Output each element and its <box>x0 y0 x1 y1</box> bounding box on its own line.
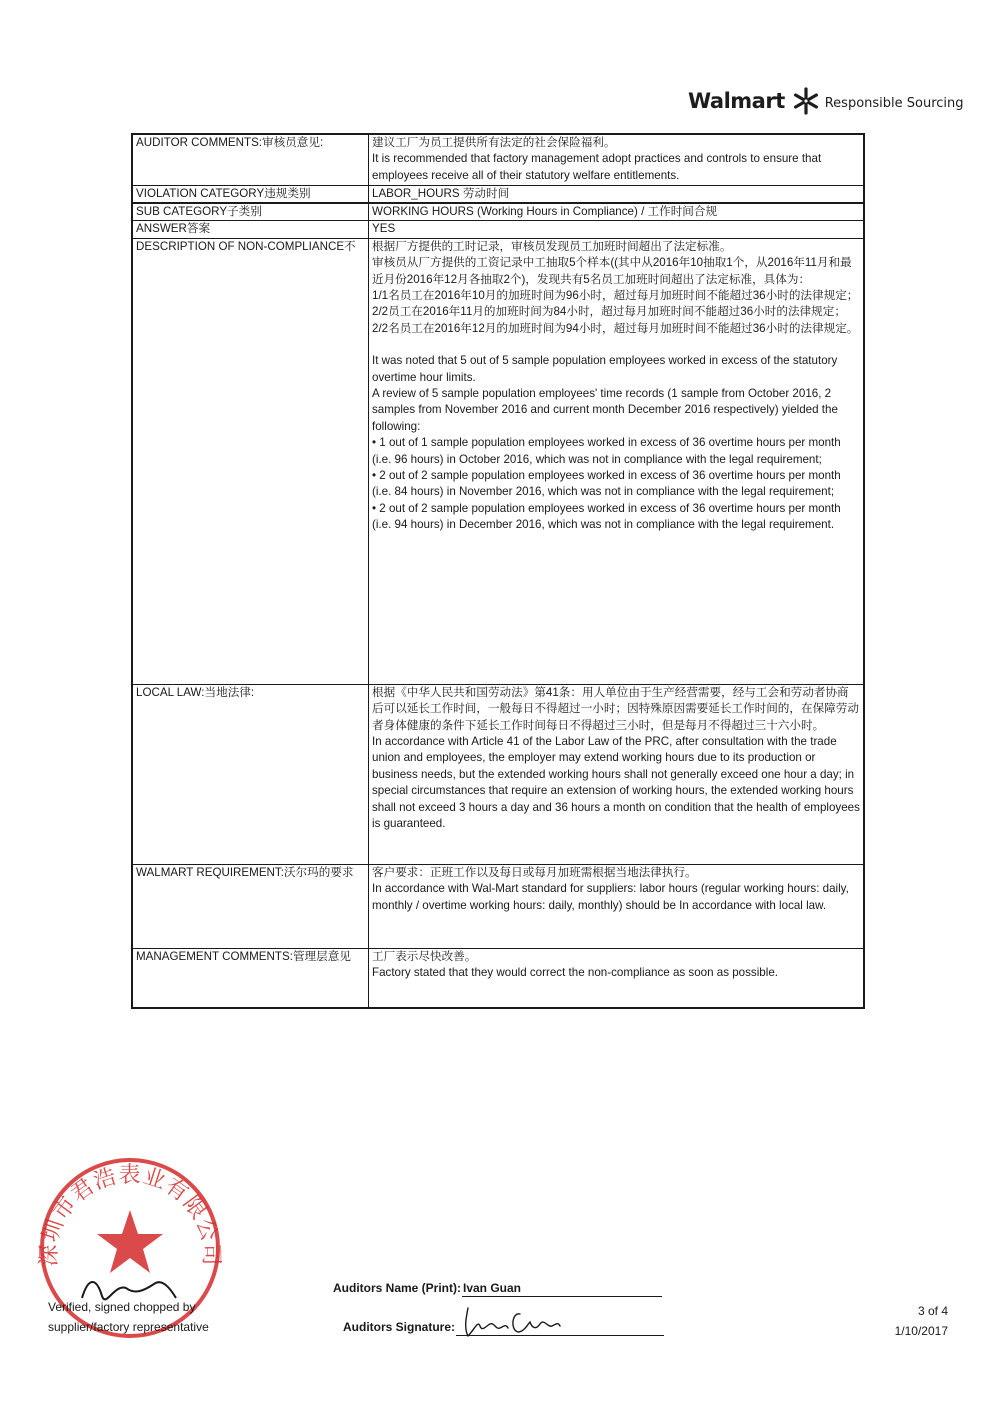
label-management-comments: MANAGEMENT COMMENTS:管理层意见 <box>132 948 369 1008</box>
value-walmart-requirement <box>369 864 865 948</box>
auditor-name-value: Ivan Guan <box>463 1281 522 1295</box>
value-management-comments <box>369 948 865 1008</box>
brand-tagline: Responsible Sourcing <box>824 95 964 111</box>
description-en-2: A review of 5 sample population employees' time records (1 sample from October 2016, 2 samples from November 2016 and current month December 2016 respectively) yielded the following: <box>372 386 838 433</box>
description-zh-2: 审核员从厂方提供的工资记录中工抽取5个样本((其中从2016年10抽取1个，从2016年11月和最近月份2016年12月各抽取2个)，发现共有5名员工加班时间超出了法定标准，具体为： <box>372 256 852 286</box>
auditor-comment-en: It is recommended that factory management adopt practices and controls to ensure that employees receive all of their statutory welfare entitlements. <box>372 152 822 182</box>
label-local-law: LOCAL LAW:当地法律: <box>132 684 369 864</box>
description-zh-5: 2/2名员工在2016年12月的加班时间为94小时，超过每月加班时间不能超过36小时的法律规定。 <box>372 321 859 335</box>
label-description: DESCRIPTION OF NON-COMPLIANCE不 <box>132 238 369 684</box>
page-number: 3 of 4 <box>917 1304 948 1318</box>
description-en-4: • 2 out of 2 sample population employees worked in excess of 36 overtime hours per month (i.e. 84 hours) in November 2016, which was not in compliance with the legal requirement; <box>372 469 841 499</box>
label-sub-category: SUB CATEGORY子类别 <box>132 203 369 221</box>
page-info <box>870 1301 948 1341</box>
value-sub-category: WORKING HOURS (Working Hours in Compliance) / 工作时间合规 <box>369 203 865 221</box>
value-violation-category: LABOR_HOURS 劳动时间 <box>369 185 865 203</box>
row-management-comments <box>132 948 864 1008</box>
seal-caption <box>48 1297 209 1337</box>
auditor-name-underline <box>462 1296 662 1297</box>
walmart-logo <box>688 86 964 116</box>
value-auditor-comments <box>369 134 865 185</box>
local-law-zh: 根据《中华人民共和国劳动法》第41条：用人单位由于生产经营需要，经与工会和劳动者协商后可以延长工作时间，一般每日不得超过一小时；因特殊原因需要延长工作时间的，在保障劳动者身体健康的条件下延长工作时间每日不得超过三小时，但是每月不得超过三十六小时。 <box>372 685 859 732</box>
label-violation-category: VIOLATION CATEGORY违规类别 <box>132 185 369 203</box>
label-auditor-comments: AUDITOR COMMENTS:审核员意见: <box>132 134 369 185</box>
description-en-3: • 1 out of 1 sample population employees worked in excess of 36 overtime hours per month (i.e. 96 hours) in October 2016, which was not in compliance with the legal requirement; <box>372 436 841 466</box>
value-description <box>369 238 865 684</box>
findings-table <box>131 133 865 1009</box>
value-local-law <box>369 684 865 864</box>
management-comments-zh: 工厂表示尽快改善。 <box>372 949 477 963</box>
row-walmart-requirement <box>132 864 864 948</box>
description-zh-3: 1/1名员工在2016年10月的加班时间为96小时，超过每月加班时间不能超过36小时的法律规定； <box>372 288 859 302</box>
value-answer: YES <box>369 221 865 238</box>
auditor-signature-label: Auditors Signature: <box>343 1320 456 1334</box>
walmart-requirement-zh: 客户要求：正班工作以及每日或每月加班需根据当地法律执行。 <box>372 865 697 879</box>
auditor-comment-zh: 建议工厂为员工提供所有法定的社会保险福利。 <box>372 136 616 149</box>
label-answer: ANSWER答案 <box>132 221 369 238</box>
label-walmart-requirement: WALMART REQUIREMENT:沃尔玛的要求 <box>132 864 369 948</box>
row-sub-category <box>132 203 864 221</box>
description-zh-1: 根据厂方提供的工时记录，审核员发现员工加班时间超出了法定标准。 <box>372 239 732 253</box>
seal-text: 深圳市君浩表业有限公司 <box>36 1163 224 1267</box>
seal-caption-line1: Verified, signed chopped by <box>48 1300 196 1314</box>
brand-name: Walmart <box>688 89 785 113</box>
row-auditor-comments <box>132 134 864 185</box>
description-en-5: • 2 out of 2 sample population employees worked in excess of 36 overtime hours per month (i.e. 94 hours) in December 2016, which was not in compliance with the legal requirement. <box>372 501 841 532</box>
walmart-spark-icon <box>791 86 821 116</box>
description-zh-4: 2/2员工在2016年11月的加班时间为84小时，超过每月加班时间不能超过36小时的法律规定； <box>372 305 846 319</box>
management-comments-en: Factory stated that they would correct the non-compliance as soon as possible. <box>372 966 778 980</box>
description-en-1: It was noted that 5 out of 5 sample population employees worked in excess of the statutory overtime hour limits. <box>372 354 838 384</box>
row-violation-category <box>132 185 864 203</box>
auditor-signature <box>456 1300 566 1342</box>
row-answer <box>132 221 864 238</box>
row-description <box>132 238 864 684</box>
auditor-name-label: Auditors Name (Print): <box>333 1281 462 1295</box>
seal-star-icon <box>97 1210 163 1273</box>
walmart-requirement-en: In accordance with Wal-Mart standard for suppliers: labor hours (regular working hours: daily, monthly / overtime working hours: daily, monthly) should be In accordance with local law. <box>372 882 849 912</box>
local-law-en: In accordance with Article 41 of the Labor Law of the PRC, after consultation with the trade union and employees, the employer may extend working hours due to its production or business needs, but the extended working hours shall not generally exceed one hour a day; in special circumstances that require an extension of working hours, the extended working hours shall not exceed 3 hours a day and 36 hours a month on condition that the health of employees is guaranteed. <box>372 734 860 830</box>
seal-caption-line2: supplier/factory representative <box>48 1320 209 1334</box>
row-local-law <box>132 684 864 864</box>
report-date: 1/10/2017 <box>894 1324 948 1338</box>
